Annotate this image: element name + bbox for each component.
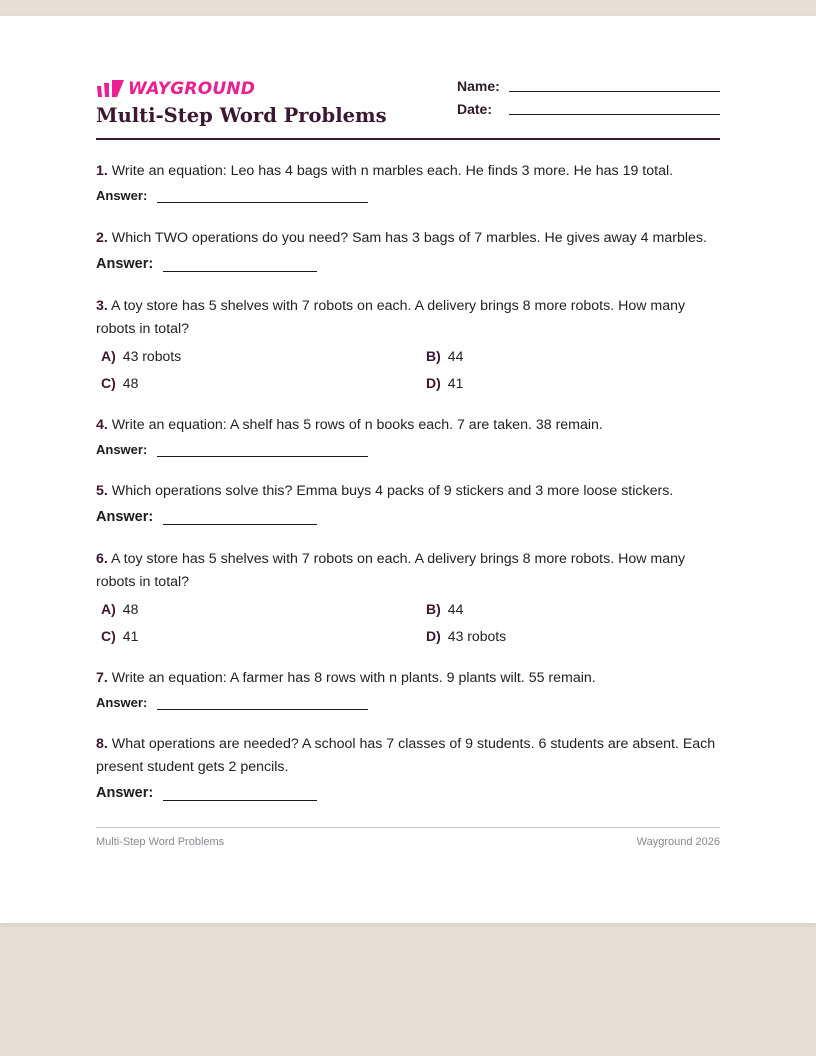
question-8 <box>96 733 720 801</box>
worksheet-page <box>0 16 816 923</box>
question-prompt: Which operations solve this? Emma buys 4 packs of 9 stickers and 3 more loose stickers. <box>111 483 674 499</box>
date-field[interactable] <box>509 114 720 115</box>
footer-copyright: Wayground 2026 <box>636 836 720 848</box>
answer-row <box>96 509 317 525</box>
option-c[interactable]: C) 41 <box>101 628 139 644</box>
question-number: 4. <box>96 417 108 433</box>
wayground-logo-icon <box>96 79 124 99</box>
answer-row <box>96 188 368 203</box>
answer-label: Answer: <box>96 695 148 710</box>
answer-row <box>96 695 368 710</box>
question-prompt: Which TWO operations do you need? Sam has 3 bags of 7 marbles. He gives away 4 marbles. <box>111 230 707 246</box>
option-a[interactable]: A) 48 <box>101 601 139 617</box>
question-prompt: A toy store has 5 shelves with 7 robots on each. A delivery brings 8 more robots. How many robots in total? <box>96 551 686 590</box>
brand-logo <box>96 78 255 100</box>
question-number: 8. <box>96 736 108 752</box>
answer-input[interactable] <box>163 800 317 801</box>
question-prompt: Write an equation: A shelf has 5 rows of n books each. 7 are taken. 38 remain. <box>111 417 603 433</box>
question-number: 5. <box>96 483 108 499</box>
answer-input[interactable] <box>157 456 368 457</box>
option-c[interactable]: C) 48 <box>101 375 139 391</box>
question-prompt: A toy store has 5 shelves with 7 robots on each. A delivery brings 8 more robots. How many robots in total? <box>96 298 686 337</box>
question-text <box>96 414 720 437</box>
option-d[interactable]: D) 41 <box>426 375 464 391</box>
answer-input[interactable] <box>163 524 317 525</box>
option-d[interactable]: D) 43 robots <box>426 628 507 644</box>
answer-input[interactable] <box>163 271 317 272</box>
footer-divider <box>96 827 720 828</box>
question-text <box>96 227 720 250</box>
question-text <box>96 667 720 690</box>
brand-name: WAYGROUND <box>128 79 256 99</box>
date-field-row <box>457 101 720 124</box>
answer-label: Answer: <box>96 256 154 272</box>
question-text <box>96 548 720 594</box>
question-prompt: What operations are needed? A school has 7 classes of 9 students. 6 students are absent. Each present student gets 2 pencils. <box>96 736 716 775</box>
question-number: 7. <box>96 670 108 686</box>
answer-row <box>96 442 368 457</box>
answer-row <box>96 256 317 272</box>
answer-label: Answer: <box>96 442 148 457</box>
question-2 <box>96 227 720 272</box>
name-field-row <box>457 78 720 101</box>
date-label: Date: <box>457 101 493 117</box>
option-b[interactable]: B) 44 <box>426 601 464 617</box>
question-1 <box>96 160 720 203</box>
question-number: 6. <box>96 551 108 567</box>
question-prompt: Write an equation: Leo has 4 bags with n marbles each. He finds 3 more. He has 19 total. <box>111 163 674 179</box>
name-label: Name: <box>457 78 500 94</box>
option-a[interactable]: A) 43 robots <box>101 348 182 364</box>
question-number: 1. <box>96 163 108 179</box>
answer-row <box>96 785 317 801</box>
student-fields <box>457 78 720 124</box>
worksheet-header <box>96 78 720 140</box>
footer-title: Multi-Step Word Problems <box>96 836 225 848</box>
question-5 <box>96 480 720 525</box>
question-4 <box>96 414 720 457</box>
question-7 <box>96 667 720 710</box>
option-b[interactable]: B) 44 <box>426 348 464 364</box>
question-prompt: Write an equation: A farmer has 8 rows with n plants. 9 plants wilt. 55 remain. <box>111 670 596 686</box>
question-text <box>96 160 720 183</box>
answer-label: Answer: <box>96 188 148 203</box>
header-divider <box>96 138 720 140</box>
name-field[interactable] <box>509 91 720 92</box>
question-number: 3. <box>96 298 108 314</box>
answer-label: Answer: <box>96 785 154 801</box>
answer-input[interactable] <box>157 202 368 203</box>
page-title: Multi-Step Word Problems <box>96 104 387 127</box>
answer-input[interactable] <box>157 709 368 710</box>
question-text <box>96 733 720 779</box>
question-6 <box>96 548 720 644</box>
question-number: 2. <box>96 230 108 246</box>
answer-label: Answer: <box>96 509 154 525</box>
question-text <box>96 295 720 341</box>
question-text <box>96 480 720 503</box>
question-3 <box>96 295 720 391</box>
